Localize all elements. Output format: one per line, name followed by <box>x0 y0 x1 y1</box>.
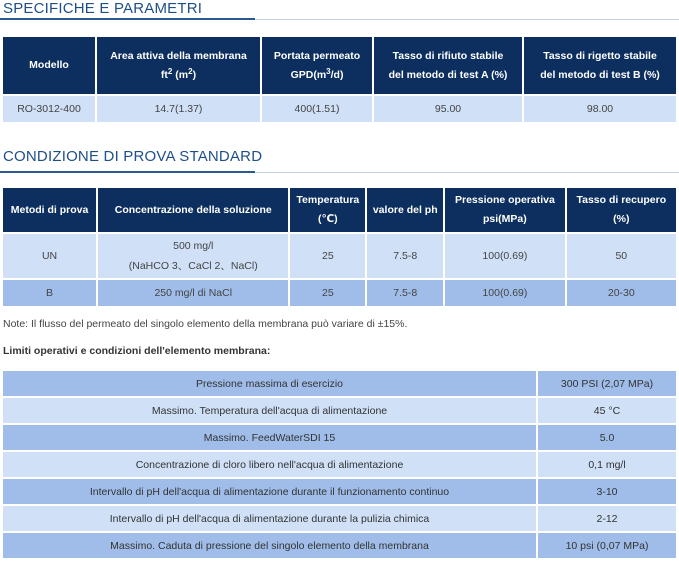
header-pressure-line1: Pressione operativa <box>455 194 555 206</box>
table-row <box>3 398 676 423</box>
header-ph-label: valore del ph <box>372 203 438 216</box>
divider-accent <box>0 171 255 173</box>
spec-table <box>1 35 678 124</box>
section-divider <box>0 172 679 173</box>
cell-reject-b: 98.00 <box>524 96 676 122</box>
limit-value: 300 PSI (2,07 MPa) <box>538 371 676 396</box>
table-row <box>3 425 676 450</box>
limit-param: Massimo. Temperatura dell'acqua di alimentazione <box>3 398 536 423</box>
cell-method: UN <box>3 234 96 278</box>
header-method-label: Metodi di prova <box>10 203 89 216</box>
limit-value: 5.0 <box>538 425 676 450</box>
header-concentration-label: Concentrazione della soluzione <box>114 203 272 216</box>
header-flow-unit-b: /d) <box>330 68 344 81</box>
cell-concentration-line1: 500 mg/l <box>173 240 214 252</box>
flow-note: Note: Il flusso del permeato del singolo elemento della membrana può variare di ±15%. <box>3 318 408 330</box>
cell-concentration-line2: (NaHCO 3、CaCl 2、NaCl) <box>128 260 258 272</box>
divider-accent <box>0 18 255 20</box>
header-reject-a-line2: del metodo di test A (%) <box>388 68 508 81</box>
header-flow-unit-a: GPD(m <box>290 68 327 81</box>
header-temperature-line2: (℃) <box>317 213 338 225</box>
section-title-conditions: CONDIZIONE DI PROVA STANDARD <box>3 148 263 165</box>
header-area-exp-1: 2 <box>167 66 173 76</box>
limit-param: Massimo. Caduta di pressione del singolo elemento della membrana <box>3 533 536 558</box>
cell-model: RO-3012-400 <box>3 96 95 122</box>
header-area <box>97 37 260 94</box>
header-concentration <box>98 188 288 232</box>
header-pressure-line2: psi(MPa) <box>483 213 527 225</box>
section-divider <box>0 19 679 20</box>
header-temperature-line1: Temperatura <box>296 194 360 206</box>
header-area-label: Area attiva della membrana <box>110 49 247 62</box>
limit-param: Pressione massima di esercizio <box>3 371 536 396</box>
header-reject-a-line1: Tasso di rifiuto stabile <box>392 49 504 62</box>
section-title-spec: SPECIFICHE E PARAMETRI <box>3 0 203 17</box>
header-temperature <box>290 188 365 232</box>
cell-recovery: 50 <box>567 234 676 278</box>
header-area-unit-c: ) <box>192 68 197 81</box>
header-ph <box>367 188 443 232</box>
table-row <box>3 371 676 396</box>
conditions-table <box>1 186 678 308</box>
cell-temperature: 25 <box>290 234 365 278</box>
header-area-unit-b: (m <box>175 68 189 81</box>
limits-table <box>1 369 678 560</box>
limit-value: 2-12 <box>538 506 676 531</box>
cell-recovery: 20-30 <box>567 280 676 306</box>
header-recovery-line2: (%) <box>613 213 630 225</box>
header-flow <box>262 37 372 94</box>
conditions-header-row <box>3 188 676 232</box>
limit-value: 0,1 mg/l <box>538 452 676 477</box>
limit-param: Intervallo di pH dell'acqua di alimentazione durante la pulizia chimica <box>3 506 536 531</box>
header-flow-label: Portata permeato <box>273 49 361 62</box>
header-reject-b <box>524 37 676 94</box>
header-area-unit-a: ft <box>160 68 168 81</box>
header-reject-b-line2: del metodo di test B (%) <box>540 68 660 81</box>
header-reject-b-line1: Tasso di rigetto stabile <box>543 49 657 62</box>
table-row <box>3 506 676 531</box>
spec-header-row <box>3 37 676 94</box>
cell-flow: 400(1.51) <box>262 96 372 122</box>
cell-ph: 7.5-8 <box>367 234 443 278</box>
cell-reject-a: 95.00 <box>374 96 522 122</box>
cell-concentration <box>98 234 288 278</box>
limit-param: Concentrazione di cloro libero nell'acqua di alimentazione <box>3 452 536 477</box>
table-row <box>3 452 676 477</box>
header-pressure <box>445 188 564 232</box>
header-model-label: Modello <box>29 59 69 71</box>
cell-area: 14.7(1.37) <box>97 96 260 122</box>
cell-method: B <box>3 280 96 306</box>
table-row <box>3 96 676 122</box>
table-row <box>3 533 676 558</box>
limit-value: 10 psi (0,07 MPa) <box>538 533 676 558</box>
cell-ph: 7.5-8 <box>367 280 443 306</box>
header-reject-a <box>374 37 522 94</box>
cell-pressure: 100(0.69) <box>445 280 564 306</box>
header-area-exp-2: 2 <box>188 66 193 76</box>
header-method <box>3 188 96 232</box>
header-flow-exp: 3 <box>326 66 331 76</box>
header-recovery-line1: Tasso di recupero <box>576 194 667 206</box>
table-row <box>3 479 676 504</box>
limit-param: Intervallo di pH dell'acqua di alimentazione durante il funzionamento continuo <box>3 479 536 504</box>
header-recovery <box>567 188 676 232</box>
limit-param: Massimo. FeedWaterSDI 15 <box>3 425 536 450</box>
table-row <box>3 280 676 306</box>
limit-value: 45 °C <box>538 398 676 423</box>
cell-temperature: 25 <box>290 280 365 306</box>
limits-title: Limiti operativi e condizioni dell'elemento membrana: <box>3 345 271 357</box>
table-row <box>3 234 676 278</box>
cell-concentration: 250 mg/l di NaCl <box>98 280 288 306</box>
header-model <box>3 37 95 94</box>
cell-pressure: 100(0.69) <box>445 234 564 278</box>
limit-value: 3-10 <box>538 479 676 504</box>
